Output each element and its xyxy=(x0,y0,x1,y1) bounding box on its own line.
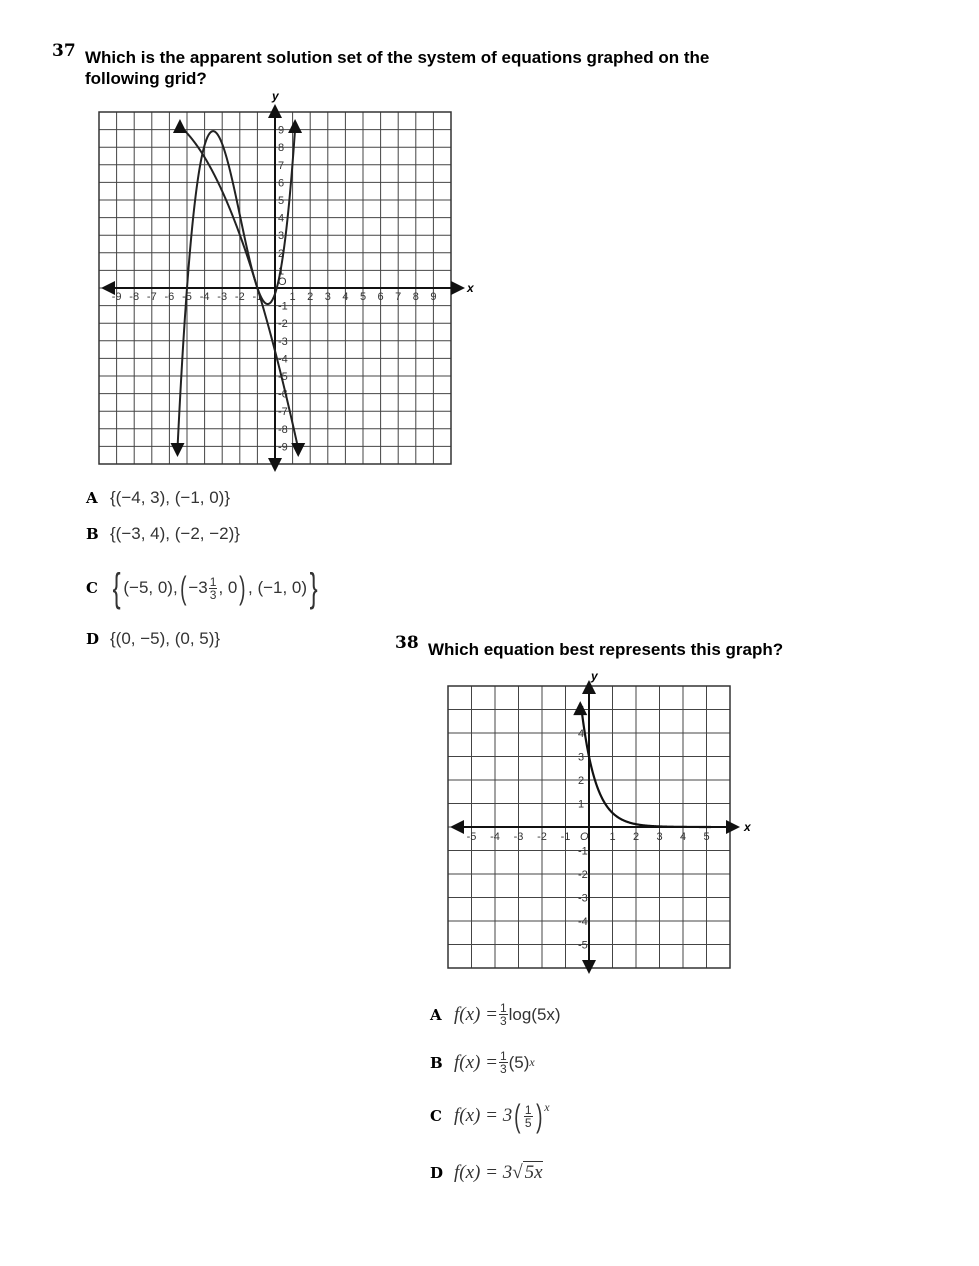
numerator: 1 xyxy=(499,1001,507,1015)
option-value xyxy=(454,1100,550,1132)
y-axis-arrow xyxy=(268,104,282,118)
q38-option-a[interactable] xyxy=(430,1002,561,1027)
question-38-line: Which equation best represents this graph? xyxy=(428,640,784,659)
x-tick-label: -4 xyxy=(490,831,500,843)
right-brace: } xyxy=(309,566,318,610)
y-axis-label: y xyxy=(272,89,279,103)
q38-graph xyxy=(444,670,749,975)
exponent: x xyxy=(529,1055,535,1069)
x-tick-label: 6 xyxy=(377,291,384,303)
origin-label: O xyxy=(278,276,287,288)
x-tick-label: 1 xyxy=(609,831,616,843)
q37-option-d[interactable] xyxy=(86,629,220,649)
option-letter: D xyxy=(430,1163,444,1182)
y-tick-label: -8 xyxy=(278,423,288,436)
x-axis-arrow xyxy=(451,281,465,295)
question-38-text xyxy=(428,639,783,660)
y-tick-label: 3 xyxy=(578,751,585,764)
y-tick-label: -7 xyxy=(278,406,288,419)
x-tick-label: -2 xyxy=(537,831,547,843)
lhs: f(x) = xyxy=(454,1051,498,1073)
y-tick-label: -2 xyxy=(278,318,288,331)
curve-arrow xyxy=(288,119,302,133)
y-tick-label: 6 xyxy=(278,177,285,190)
option-letter: A xyxy=(430,1005,442,1024)
denominator: 3 xyxy=(209,587,217,602)
y-tick-label: -1 xyxy=(278,300,288,313)
option-value xyxy=(454,1050,535,1075)
option-value: {(−3, 4), (−2, −2)} xyxy=(110,524,240,543)
y-tick-label: -9 xyxy=(278,441,288,454)
x-tick-label: -6 xyxy=(164,291,175,303)
x-tick-label: 4 xyxy=(679,831,687,843)
x-tick-label: 1 xyxy=(289,291,296,303)
curve-arrow xyxy=(173,119,187,133)
lhs: f(x) = 3 xyxy=(454,1161,513,1183)
fraction xyxy=(499,1050,508,1075)
x-tick-label: 3 xyxy=(656,831,663,843)
x-axis-arrow xyxy=(726,820,740,834)
option-c-part3: , (−1, 0) xyxy=(248,578,308,597)
y-tick-label: -4 xyxy=(278,353,288,366)
fraction xyxy=(499,1002,508,1027)
x-tick-label: 2 xyxy=(632,831,640,843)
option-value xyxy=(454,1161,543,1184)
curve-arrow xyxy=(573,701,587,715)
y-tick-label: 4 xyxy=(578,728,585,740)
x-tick-label: -3 xyxy=(513,831,524,843)
x-tick-label: -5 xyxy=(466,831,477,843)
x-tick-label: -1 xyxy=(252,291,263,303)
x-tick-label: -4 xyxy=(199,291,210,303)
x-tick-label: -1 xyxy=(560,831,571,843)
y-tick-label: 5 xyxy=(278,195,285,207)
y-tick-label: 7 xyxy=(278,159,285,172)
curve-arrow xyxy=(291,443,305,457)
y-tick-label: -1 xyxy=(578,845,588,858)
lhs: f(x) = xyxy=(454,1003,498,1025)
radical-sign: √ xyxy=(512,1161,523,1183)
y-tick-label: 3 xyxy=(278,230,285,243)
y-tick-label: 9 xyxy=(278,124,285,137)
y-tick-label: -2 xyxy=(578,869,588,881)
q37-option-a[interactable] xyxy=(86,488,230,508)
x-tick-label: -8 xyxy=(129,291,140,303)
question-37-line2: following grid? xyxy=(85,69,207,88)
right-paren: ) xyxy=(535,1098,543,1134)
q38-grid xyxy=(448,669,752,974)
left-paren: ( xyxy=(514,1098,521,1134)
option-c-mid-post: , 0 xyxy=(218,578,238,597)
option-value: {(0, −5), (0, 5)} xyxy=(110,629,221,648)
fraction xyxy=(524,1104,533,1129)
x-tick-label: 5 xyxy=(703,831,710,843)
option-c-whole: −3 xyxy=(188,578,208,597)
x-tick-label: -2 xyxy=(234,291,245,303)
y-tick-label: -6 xyxy=(278,388,288,401)
exponent: x xyxy=(544,1100,550,1114)
q38-option-c[interactable] xyxy=(430,1100,550,1132)
y-tick-label: 8 xyxy=(278,142,285,155)
question-37-number: 37 xyxy=(52,41,76,61)
exponential-curve xyxy=(581,707,711,827)
numerator: 1 xyxy=(499,1049,507,1063)
radicand: 5x xyxy=(524,1162,543,1183)
y-tick-label: -4 xyxy=(578,916,588,928)
y-tick-label: -3 xyxy=(278,335,288,348)
y-tick-label: 2 xyxy=(278,247,285,260)
option-value xyxy=(110,568,320,608)
x-tick-label: 8 xyxy=(412,291,419,303)
denominator: 3 xyxy=(499,1062,507,1076)
option-letter: B xyxy=(86,525,99,543)
x-tick-label: 7 xyxy=(395,291,402,303)
x-tick-label: 5 xyxy=(359,291,367,303)
lhs: f(x) = 3 xyxy=(454,1105,513,1126)
numerator: 1 xyxy=(524,1102,532,1117)
x-tick-label: -3 xyxy=(217,291,228,303)
q37-grid xyxy=(99,89,475,472)
q37-option-b[interactable] xyxy=(86,524,240,544)
rhs: (5) xyxy=(508,1052,530,1072)
y-tick-label: 4 xyxy=(278,212,285,225)
right-paren: ) xyxy=(239,570,246,606)
left-paren: ( xyxy=(179,570,187,606)
curve-arrow xyxy=(170,443,184,457)
denominator: 5 xyxy=(524,1115,532,1130)
x-tick-label: 9 xyxy=(430,291,437,303)
x-axis-label: x xyxy=(744,820,751,834)
option-letter: C xyxy=(86,579,98,597)
x-tick-label: -5 xyxy=(182,291,192,303)
x-tick-label: 2 xyxy=(307,291,314,303)
x-tick-label: 3 xyxy=(324,291,331,303)
rhs: log(5x) xyxy=(508,1004,561,1024)
question-37-text xyxy=(85,47,709,89)
option-value: {(−4, 3), (−1, 0)} xyxy=(110,488,231,507)
q37-option-c[interactable] xyxy=(86,568,320,608)
option-c-fraction xyxy=(209,576,218,601)
option-letter: C xyxy=(430,1107,442,1125)
option-letter: A xyxy=(86,489,98,507)
option-letter: B xyxy=(430,1053,443,1072)
y-axis-arrow-bottom xyxy=(582,960,596,974)
q38-option-b[interactable] xyxy=(430,1050,535,1075)
y-tick-label: -5 xyxy=(278,371,288,383)
y-tick-label: 1 xyxy=(278,265,285,278)
numerator: 1 xyxy=(209,574,217,589)
x-tick-label: 4 xyxy=(342,291,349,303)
option-value xyxy=(454,1002,561,1027)
x-tick-label: -7 xyxy=(146,291,157,303)
x-axis-arrow-left xyxy=(450,820,464,834)
y-tick-label: -5 xyxy=(578,939,588,952)
q37-graph xyxy=(95,89,474,474)
y-axis-arrow-bottom xyxy=(268,458,282,472)
question-38-number: 38 xyxy=(395,633,419,653)
y-tick-label: 2 xyxy=(578,775,585,787)
x-tick-label: -9 xyxy=(111,291,122,303)
option-letter: D xyxy=(86,630,100,648)
option-c-part1: (−5, 0), xyxy=(123,578,178,597)
x-axis-label: x xyxy=(467,281,474,295)
origin-label: O xyxy=(580,831,589,843)
question-37-line1: Which is the apparent solution set of the system of equations graphed on the xyxy=(85,48,710,67)
q38-option-d[interactable] xyxy=(430,1161,543,1184)
y-axis-label: y xyxy=(591,669,598,683)
left-brace: { xyxy=(112,566,121,610)
y-tick-label: -3 xyxy=(578,892,588,905)
y-tick-label: 1 xyxy=(578,798,585,811)
denominator: 3 xyxy=(499,1014,507,1028)
